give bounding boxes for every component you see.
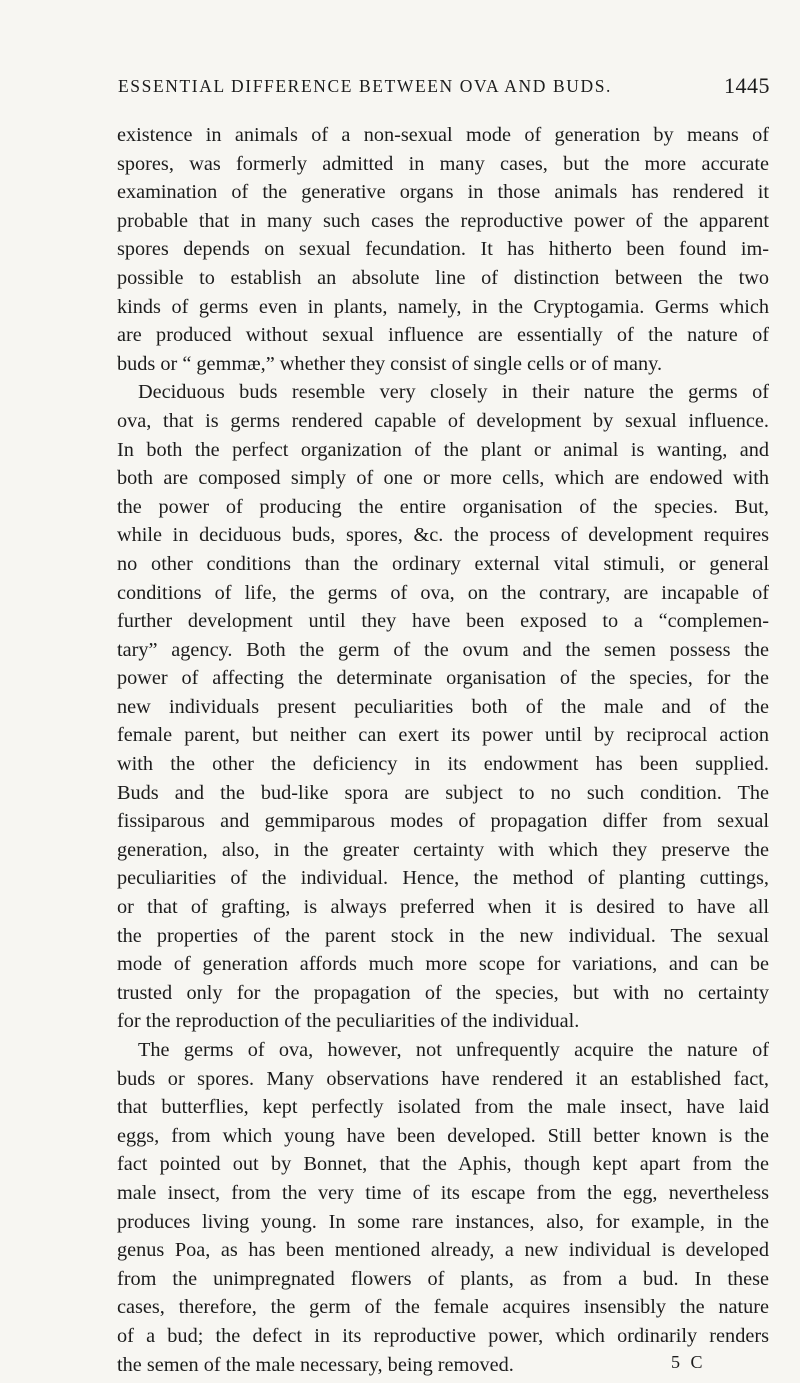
text-line: generation, also, in the greater certainty with which they preserve the <box>117 838 769 861</box>
text-line: no other conditions than the ordinary external vital stimuli, or general <box>117 552 769 575</box>
text-line: spores, was formerly admitted in many cases, but the more accurate <box>117 152 769 175</box>
text-line: or that of grafting, is always preferred when it is desired to have all <box>117 896 769 919</box>
text-line: Deciduous buds resemble very closely in their nature the germs of <box>138 381 769 404</box>
text-line: female parent, but neither can exert its power until by reciprocal action <box>117 724 769 747</box>
text-line: further development until they have been exposed to a “complemen- <box>117 610 769 633</box>
text-line: tary” agency. Both the germ of the ovum and the semen possess the <box>117 638 769 661</box>
text-line: buds or spores. Many observations have rendered it an established fact, <box>117 1067 769 1090</box>
text-line: fact pointed out by Bonnet, that the Aphis, though kept apart from the <box>117 1153 769 1176</box>
text-line: that butterflies, kept perfectly isolated from the male insect, have laid <box>117 1096 769 1119</box>
text-line: with the other the deficiency in its endowment has been supplied. <box>117 753 769 776</box>
body-text <box>117 121 769 1379</box>
text-line: new individuals present peculiarities both of the male and of the <box>117 695 769 718</box>
text-line: In both the perfect organization of the plant or animal is wanting, and <box>117 438 769 461</box>
running-head <box>118 73 770 104</box>
text-line: kinds of germs even in plants, namely, in the Cryptogamia. Germs which <box>117 295 769 318</box>
text-line: ova, that is germs rendered capable of development by sexual influence. <box>117 409 769 432</box>
text-line: from the unimpregnated flowers of plants, as from a bud. In these <box>117 1267 769 1290</box>
text-line: produces living young. In some rare instances, also, for example, in the <box>117 1210 769 1233</box>
text-line: of a bud; the defect in its reproductive power, which ordinarily renders <box>117 1324 769 1347</box>
text-line: probable that in many such cases the reproductive power of the apparent <box>117 209 769 232</box>
text-line: are produced without sexual influence are essentially of the nature of <box>117 324 769 347</box>
page-number: 1445 <box>724 73 770 98</box>
text-line: The germs of ova, however, not unfrequently acquire the nature of <box>138 1039 769 1061</box>
text-line: the properties of the parent stock in the new individual. The sexual <box>117 924 769 947</box>
text-line: the semen of the male necessary, being removed. <box>117 1353 514 1376</box>
text-line: peculiarities of the individual. Hence, the method of planting cuttings, <box>117 867 769 890</box>
text-line: eggs, from which young have been developed. Still better known is the <box>117 1124 769 1147</box>
text-line: both are composed simply of one or more cells, which are endowed with <box>117 467 769 490</box>
text-line: possible to establish an absolute line of distinction between the two <box>117 266 769 289</box>
text-line: cases, therefore, the germ of the female acquires insensibly the nature <box>117 1296 769 1319</box>
text-line: genus Poa, as has been mentioned already, a new individual is developed <box>117 1239 769 1262</box>
text-line: buds or “ gemmæ,” whether they consist of single cells or of many. <box>117 352 663 375</box>
text-line: for the reproduction of the peculiarities of the individual. <box>117 1010 580 1033</box>
text-line: existence in animals of a non-sexual mode of generation by means of <box>117 124 769 146</box>
text-line: the power of producing the entire organisation of the species. But, <box>117 495 769 518</box>
text-line: spores depends on sexual fecundation. It has hitherto been found im- <box>117 238 769 261</box>
text-line: examination of the generative organs in those animals has rendered it <box>117 181 769 204</box>
text-line: male insect, from the very time of its escape from the egg, nevertheless <box>117 1181 769 1204</box>
text-line: fissiparous and gemmiparous modes of propagation differ from sexual <box>117 810 769 833</box>
signature-mark: 5 C <box>671 1352 706 1372</box>
text-line: Buds and the bud-like spora are subject to no such condition. The <box>117 781 769 804</box>
text-line: mode of generation affords much more scope for variations, and can be <box>117 953 769 976</box>
text-line: while in deciduous buds, spores, &c. the process of development requires <box>117 524 769 547</box>
text-line: power of affecting the determinate organisation of the species, for the <box>117 667 769 690</box>
text-line: conditions of life, the germs of ova, on the contrary, are incapable of <box>117 581 769 604</box>
text-line: trusted only for the propagation of the species, but with no certainty <box>117 981 769 1004</box>
running-title: ESSENTIAL DIFFERENCE BETWEEN OVA AND BUDS. <box>118 76 613 96</box>
